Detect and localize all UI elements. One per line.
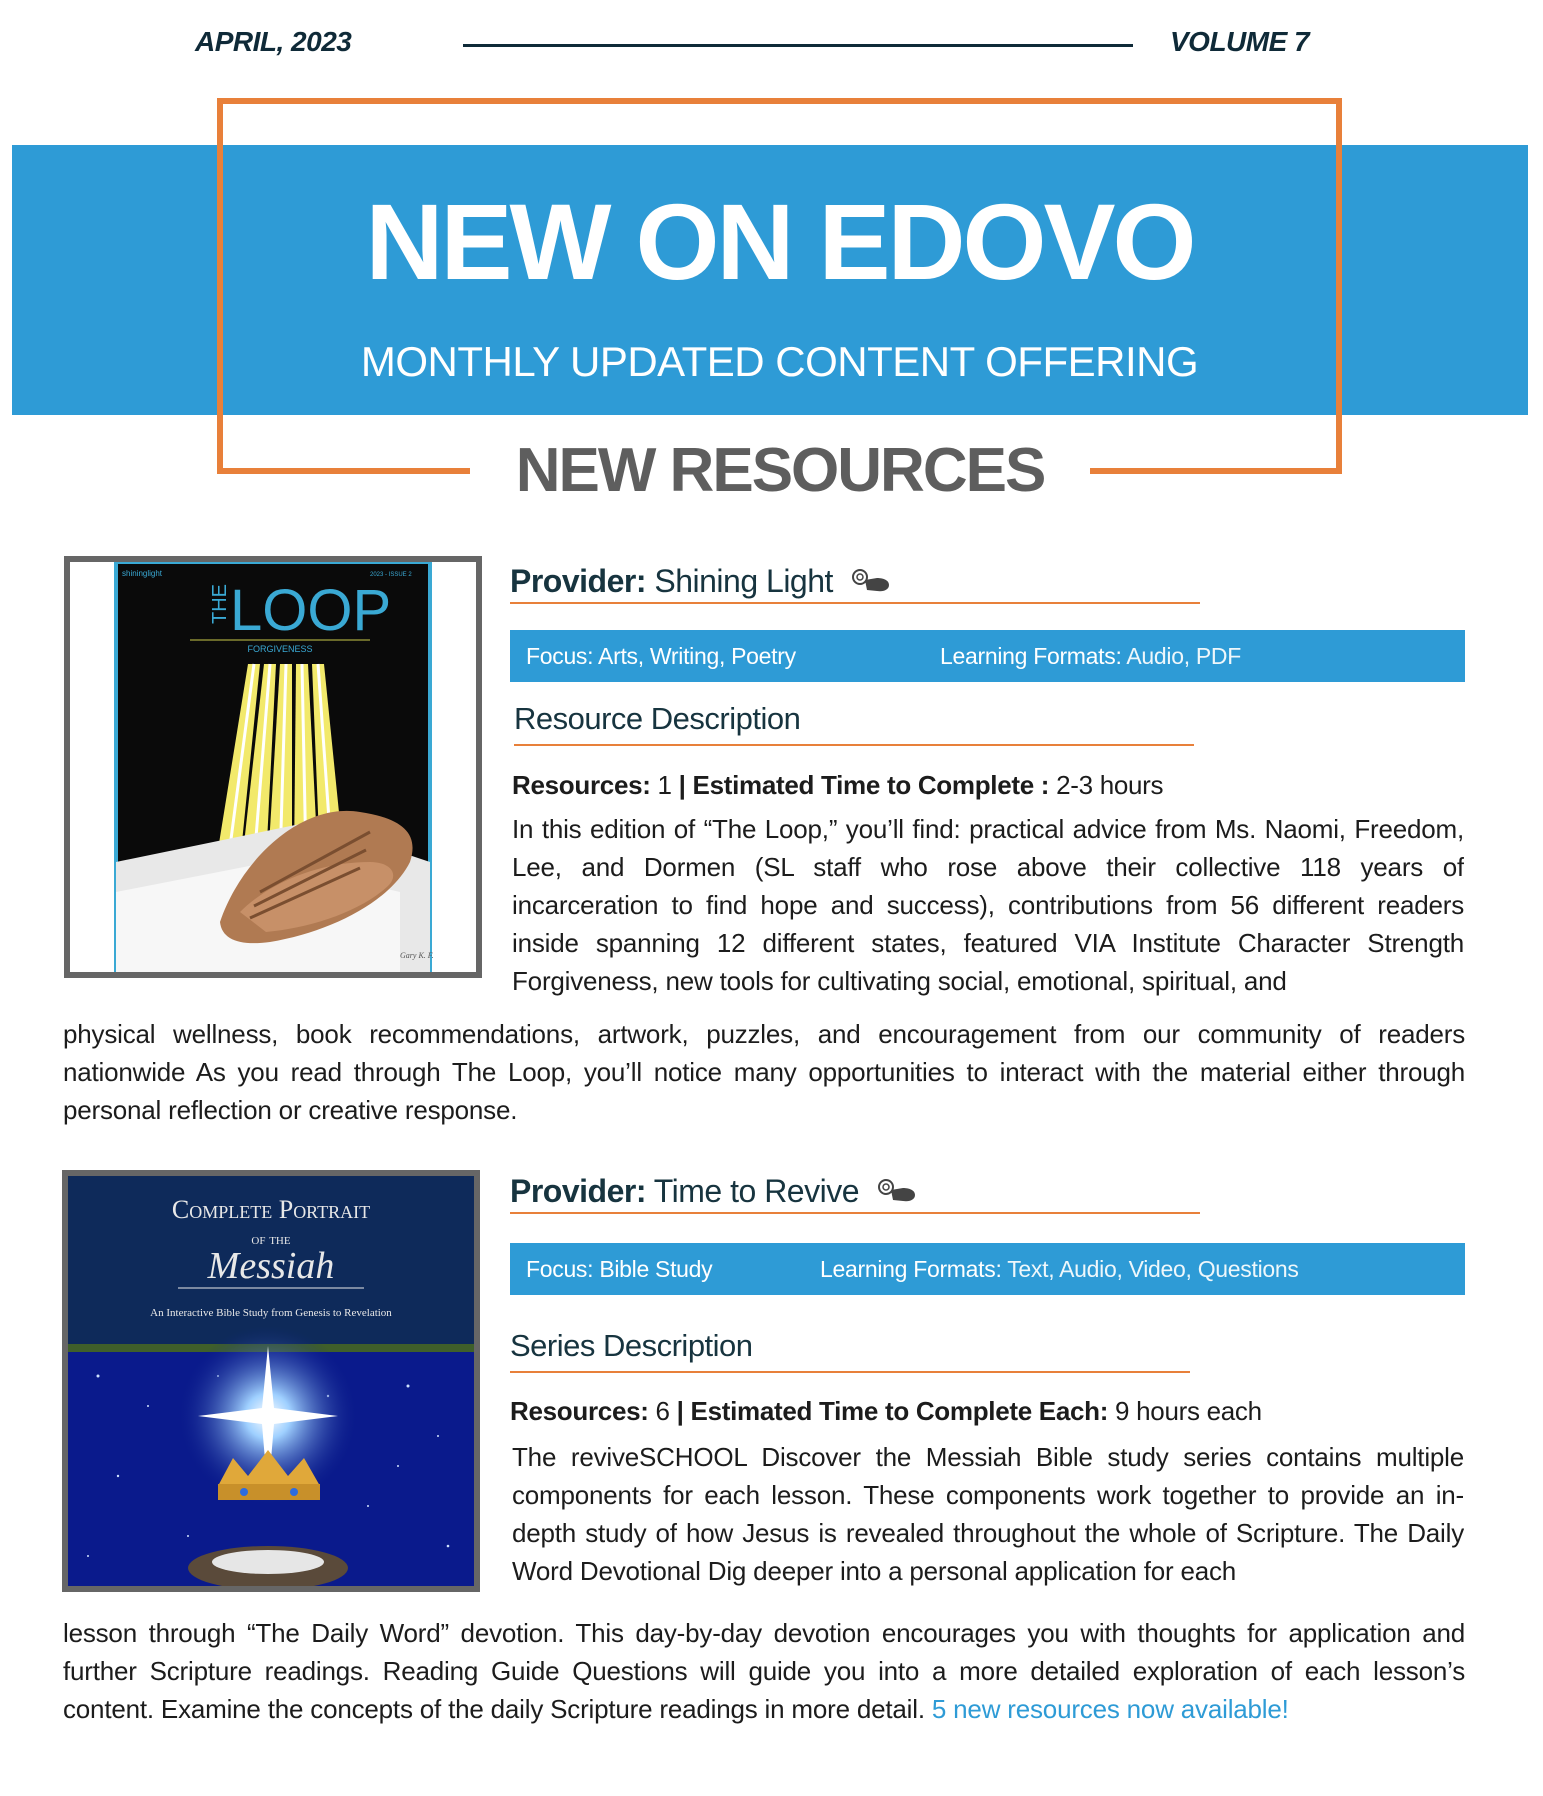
resource-description: The reviveSCHOOL Discover the Messiah Bible study series contains multiple components for each lesson. These components work together to provide an in-depth study of how Jesus is revealed throughout the whole of Scripture. The Daily Word Devotional Dig deeper into a personal application for each <box>512 1442 1464 1586</box>
description-underline <box>510 1371 1190 1373</box>
issue-volume: VOLUME 7 <box>1170 26 1310 57</box>
section-title: NEW RESOURCES <box>515 436 1045 505</box>
cover-title-line2: of the <box>251 1232 291 1248</box>
messiah-cover-art <box>68 1176 474 1586</box>
resource-cover-image <box>62 1170 480 1592</box>
cover-issue: 2023 - ISSUE 2 <box>370 572 412 578</box>
provider-name: Shining Light <box>654 563 833 599</box>
resource-description-continued <box>63 1614 1465 1728</box>
header-divider <box>463 44 1133 47</box>
cover-title-line3: Messiah <box>207 1245 335 1287</box>
provider-label: Provider: <box>510 563 646 599</box>
focus-text: Focus: Arts, Writing, Poetry <box>526 643 796 669</box>
focus-formats-bar <box>510 630 1465 682</box>
cover-brand: shininglight <box>122 569 163 578</box>
description-continued-text: lesson through “The Daily Word” devotion. This day-by-day devotion encourages you with thoughts for application and further Scripture readings. Reading Guide Questions will guide you into a more detailed exploration of each lesson’s content. Examine the concepts of the daily Scripture readings in more detail. <box>63 1618 1465 1724</box>
cover-title-line1: Complete Portrait <box>171 1195 371 1224</box>
resource-meta: Resources: 1 | Estimated Time to Complete : 2-3 hours <box>512 770 1164 800</box>
cover-subtitle: An Interactive Bible Study from Genesis to Revelation <box>150 1307 392 1319</box>
provider-label: Provider: <box>510 1173 646 1209</box>
resource-cover-image <box>64 556 482 978</box>
resource-meta: Resources: 6 | Estimated Time to Complete Each: 9 hours each <box>510 1396 1262 1426</box>
description-heading: Resource Description <box>514 701 801 736</box>
resource-description-continued: physical wellness, book recommendations, artwork, puzzles, and encouragement from our community of readers nationwide As you read through The Loop, you’ll notice many opportunities to interact with the material either through personal reflection or creative response. <box>63 1019 1465 1125</box>
cover-signature: Gary K. F. <box>400 951 434 960</box>
resource-description: In this edition of “The Loop,” you’ll find: practical advice from Ms. Naomi, Freedom, Lee, and Dormen (SL staff who rose above their collective 118 years of incarceration to find hope and success), contributions from 56 different readers inside spanning 12 different states, featured VIA Institute Character Strength Forgiveness, new tools for cultivating social, emotional, spiritual, and <box>512 814 1464 996</box>
provider-line <box>510 1173 919 1212</box>
loop-cover-art <box>70 562 476 972</box>
focus-text: Focus: Bible Study <box>526 1256 713 1282</box>
new-resources-link[interactable]: 5 new resources now available! <box>931 1694 1289 1724</box>
formats-text: Learning Formats: Audio, PDF <box>940 643 1241 669</box>
cover-title-vertical: THE <box>209 584 231 624</box>
provider-name: Time to Revive <box>653 1173 859 1209</box>
pointing-hand-icon <box>851 565 893 602</box>
provider-line <box>510 563 893 602</box>
cover-title: LOOP <box>230 578 392 643</box>
issue-date: APRIL, 2023 <box>195 26 352 57</box>
provider-underline <box>510 602 1200 604</box>
formats-text: Learning Formats: Text, Audio, Video, Questions <box>820 1256 1299 1282</box>
focus-formats-bar <box>510 1243 1465 1295</box>
provider-underline <box>510 1212 1200 1214</box>
description-heading: Series Description <box>510 1328 753 1363</box>
banner-title: NEW ON EDOVO <box>365 181 1194 302</box>
cover-subtitle: FORGIVENESS <box>247 644 313 654</box>
description-underline <box>514 744 1194 746</box>
pointing-hand-icon <box>877 1175 919 1212</box>
banner-subtitle: MONTHLY UPDATED CONTENT OFFERING <box>360 338 1199 385</box>
